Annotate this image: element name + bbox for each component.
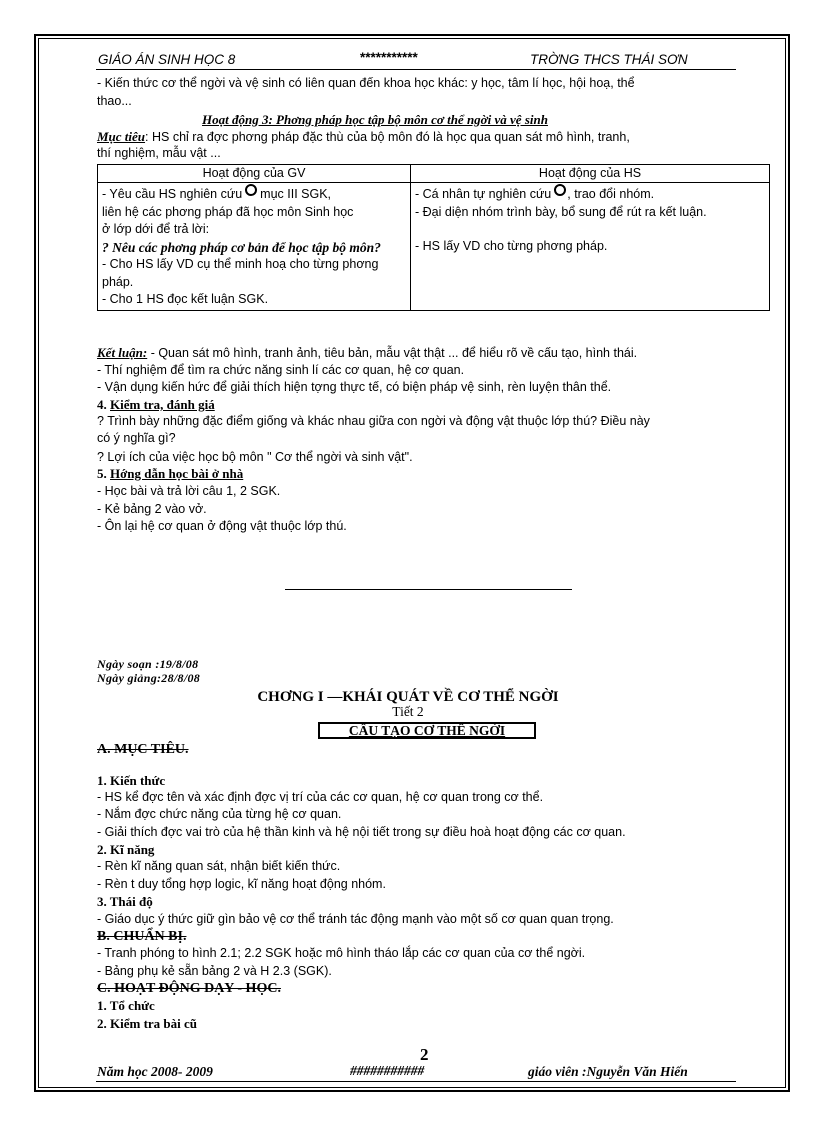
footer-hashes: ########### — [350, 1063, 425, 1078]
objective-label: Mục tiêu — [97, 129, 146, 144]
section-divider — [285, 589, 572, 590]
skills-item: - Rèn t duy tổng hợp logic, kĩ năng hoạt động nhóm. — [97, 877, 386, 891]
conclusion-line-3: - Vận dụng kiến hức để giải thích hiện tợng thực tế, có biện pháp vệ sinh, rèn luyện thân thể. — [97, 380, 612, 394]
chapter-title: CHƠNG I —KHÁI QUÁT VỀ CƠ THỂ NGỜI — [257, 689, 559, 705]
hs-line-1 — [415, 184, 765, 204]
objective-text: : HS chỉ ra đợc phơng pháp đặc thù của bộ môn đó là học qua quan sát mô hình, tranh, — [145, 130, 630, 144]
col-gv-header: Hoạt động của GV — [98, 165, 411, 183]
page-number: 2 — [420, 1045, 429, 1064]
header-subject: GIÁO ÁN SINH HỌC 8 — [98, 52, 236, 67]
section-c-item: 1. Tổ chức — [97, 998, 155, 1013]
skills-title: 2. Kĩ năng — [97, 842, 155, 857]
gv-line-4: - Cho HS lấy VD cụ thể minh hoạ cho từng phơng pháp. — [102, 257, 379, 289]
attitude-title: 3. Thái độ — [97, 894, 153, 909]
lesson-title-box — [318, 722, 536, 739]
check-num: 4. — [97, 397, 110, 412]
conclusion-label: Kết luận: — [97, 345, 148, 360]
prep-item: - Bảng phụ kẻ sẵn bảng 2 và H 2.3 (SGK). — [97, 964, 332, 978]
gv-line-1 — [102, 184, 406, 204]
objective-line-1 — [97, 129, 630, 145]
knowledge-item: - Giải thích đợc vai trò của hệ thần kinh và hệ nội tiết trong sự điều hoà hoạt động các cơ quan. — [97, 825, 626, 839]
intro-line-2: thao... — [97, 94, 132, 108]
section-b-title — [97, 929, 186, 945]
knowledge-item: - HS kể đợc tên và xác định đợc vị trí của các cơ quan, hệ cơ quan trong cơ thể. — [97, 790, 544, 804]
header-stars: *********** — [360, 50, 418, 65]
homework-heading — [97, 466, 243, 482]
date-prepared: Ngày soạn :19/8/08 — [97, 657, 199, 671]
conclusion-text-1: - Quan sát mô hình, tranh ảnh, tiêu bản, mẫu vật thật ... để hiểu rõ về cấu tạo, hình thái. — [147, 346, 638, 360]
table-row — [98, 183, 770, 311]
intro-line-1: - Kiến thức cơ thể ngời và vệ sinh có liên quan đến khoa học khác: y học, tâm lí học, hội hoạ, thể — [97, 76, 635, 90]
activity3-title — [202, 112, 548, 128]
hs-cell — [411, 183, 770, 311]
gv-line-1b: mục III SGK, — [260, 187, 332, 201]
circle-icon — [554, 184, 566, 196]
gv-line-3: ở lớp dới để trả lời: — [102, 222, 210, 236]
hs-line-1b: , trao đổi nhóm. — [567, 187, 655, 201]
homework-item: - Kẻ bảng 2 vào vở. — [97, 502, 207, 516]
gv-line-5: - Cho 1 HS đọc kết luận SGK. — [102, 292, 269, 306]
activity-table — [97, 164, 770, 311]
gv-line-2: liên hệ các phơng pháp đã học môn Sinh học — [102, 204, 354, 219]
conclusion-line-1 — [97, 345, 637, 361]
check-q1-line-1: ? Trình bày những đặc điểm giống và khác nhau giữa con ngời và động vật thuộc lớp thú? Điều này — [97, 414, 650, 428]
homework-item: - Học bài và trả lời câu 1, 2 SGK. — [97, 484, 281, 498]
knowledge-item: - Nắm đợc chức năng của từng hệ cơ quan. — [97, 807, 342, 821]
gv-question: ? Nêu các phơng pháp cơ bản để học tập bộ môn? — [102, 239, 381, 255]
date-taught: Ngày giảng:28/8/08 — [97, 671, 201, 685]
hs-line-1a: - Cá nhân tự nghiên cứu — [415, 187, 552, 201]
gv-cell — [98, 183, 411, 311]
check-q1-line-2: có ý nghĩa gì? — [97, 431, 176, 445]
section-a-title: A. MỤC TIÊU. — [97, 742, 189, 757]
check-title: Kiểm tra, đánh giá — [110, 397, 215, 412]
prep-item: - Tranh phóng to hình 2.1; 2.2 SGK hoặc mô hình tháo lắp các cơ quan của cơ thể ngời. — [97, 946, 586, 960]
header-rule — [96, 69, 736, 70]
homework-title: Hớng dẫn học bài ở nhà — [110, 466, 244, 481]
lesson-number: Tiết 2 — [392, 704, 424, 719]
table-header-row — [98, 165, 770, 183]
footer-teacher: giáo viên :Nguyễn Văn Hiến — [528, 1064, 688, 1079]
header-school: TRỜNG THCS THÁI SƠN — [530, 52, 688, 67]
col-hs-header: Hoạt động của HS — [411, 165, 770, 183]
homework-num: 5. — [97, 466, 110, 481]
check-q2: ? Lợi ích của việc học bộ môn " Cơ thể ngời và sinh vật". — [97, 450, 413, 464]
skills-item: - Rèn kĩ năng quan sát, nhận biết kiến thức. — [97, 859, 341, 873]
hs-line-2: - Đại diện nhóm trình bày, bổ sung để rút ra kết luận. — [415, 204, 707, 219]
knowledge-title: 1. Kiến thức — [97, 773, 166, 788]
hs-line-3: - HS lấy VD cho từng phơng pháp. — [415, 239, 608, 253]
gv-line-1a: - Yêu cầu HS nghiên cứu — [102, 187, 243, 201]
lesson-title: CẤU TẠO CƠ THỂ NGỜI — [348, 723, 506, 738]
section-c-title: C. HOẠT ĐỘNG DẠY - HỌC. — [97, 981, 281, 996]
circle-icon — [245, 184, 257, 196]
footer-rule — [96, 1081, 736, 1082]
homework-item: - Ôn lại hệ cơ quan ở động vật thuộc lớp thú. — [97, 519, 347, 533]
footer-year: Năm học 2008- 2009 — [97, 1064, 213, 1079]
objective-line-2: thí nghiệm, mẫu vật ... — [97, 146, 221, 160]
section-b-title-text: B. CHUẨN BỊ. — [97, 929, 187, 944]
section-c-item: 2. Kiểm tra bài cũ — [97, 1016, 198, 1031]
check-heading — [97, 397, 215, 413]
conclusion-line-2: - Thí nghiệm để tìm ra chức năng sinh lí các cơ quan, hệ cơ quan. — [97, 363, 465, 377]
activity3-title-text: Hoạt động 3: Phơng pháp học tập bộ môn cơ thể ngời và vệ sinh — [202, 112, 548, 127]
attitude-item: - Giáo dục ý thức giữ gìn bảo vệ cơ thể tránh tác động mạnh vào một số cơ quan quan trọng. — [97, 912, 614, 926]
